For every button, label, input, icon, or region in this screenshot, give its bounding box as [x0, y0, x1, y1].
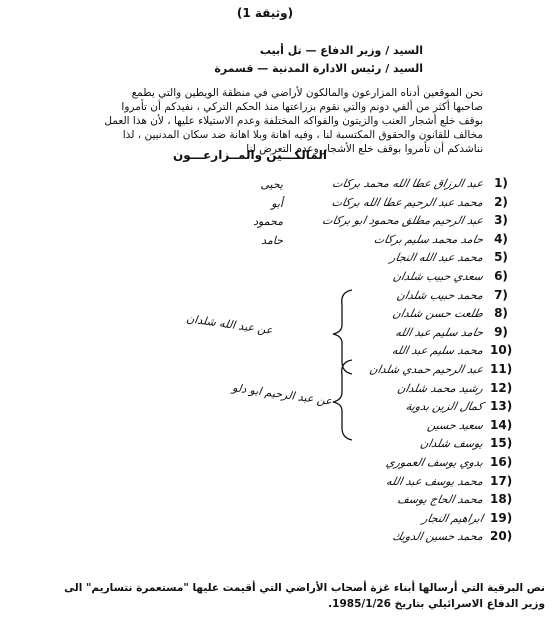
signatory-number: 19): [490, 510, 513, 525]
signatory-number: 10): [490, 343, 513, 358]
document-title: (وثيقة 1): [236, 6, 294, 20]
signatory-name: محمد حبيب شلدان: [395, 288, 485, 302]
signatory-number: 13): [490, 399, 513, 414]
signatory-name: سعدي حبيب شلدان: [391, 270, 485, 283]
body-line: مخالف للقانون والحقوق المكتسبة لنا ، وفيه اهانة وبلا اهانة ضد سكان المدنيين ، لذا: [122, 129, 483, 141]
signatory-name: محمد يوسف عبد الله: [385, 474, 485, 488]
signatory-number: 15): [490, 436, 513, 451]
group-note-2: عن عبد الرحيم ابو دلو: [231, 381, 333, 408]
signatory-name: ابراهيم النجار: [420, 511, 485, 525]
signatory-number: 18): [490, 492, 513, 507]
signatory-number: 3): [494, 213, 508, 228]
signatory-number: 1): [494, 176, 508, 190]
signatories-heading: المالكـــين والمــزارعـــون: [173, 148, 327, 162]
signatory-number: 6): [494, 269, 508, 283]
signatory-name: محمد عبد الرحيم عطا الله بركات: [330, 195, 485, 209]
addressee-line-2: السيد / رئيس الادارة المدنية — قسمرة: [214, 62, 423, 75]
caption-line-2: وزير الدفاع الاسرائيلي بتاريخ 1985/1/26.: [328, 598, 545, 610]
signatory-name: حامد محمد سليم بركات: [372, 232, 485, 246]
signatory-number: 16): [490, 455, 513, 469]
signatory-name: بدوي يوسف العموري: [384, 456, 485, 469]
signatory-name: رشيد محمد شلدان: [396, 381, 485, 395]
signature-mark: أبو: [271, 196, 283, 210]
signatory-name: يوسف شلدان: [418, 437, 485, 451]
signatory-number: 7): [494, 287, 508, 302]
signatory-name: عبد الرحيم مطلق محمود ابو بركات: [321, 214, 485, 228]
signatory-number: 5): [494, 250, 508, 265]
signature-mark: حامد: [261, 233, 283, 247]
signatory-name: محمد حسين الدويك: [391, 530, 485, 544]
signatory-number: 17): [490, 473, 513, 488]
signature-mark: محمود: [253, 215, 283, 229]
signatory-name: محمد عبد الله النجار: [388, 251, 485, 265]
body-line: صاحبها أكثر من ألفي دونم والتي نقوم بزراعتها منذ الحكم التركي ، نفيدكم أن تأمروا: [121, 101, 483, 113]
body-line: بوقف خلع أشجار العنب والزيتون والفواكه المختلفة وعدم الاستيلاء عليها ، لأن هذا العمل: [104, 115, 483, 127]
signatory-number: 2): [494, 194, 508, 209]
caption-line-1: نص البرقية التي أرسالها أبناء غزة أصحاب الأراضي التي أقيمت عليها "مستعمرة نتساريم" الى: [64, 582, 545, 594]
addressee-line-1: السيد / وزير الدفاع — تل أبيب: [259, 44, 423, 57]
signature-mark: يحيى: [260, 178, 283, 191]
signatory-number: 11): [490, 362, 513, 376]
signatory-name: سعيد حسين: [426, 418, 485, 432]
signatory-number: 14): [490, 417, 513, 432]
signatory-name: محمد الحاج يوسف: [396, 493, 485, 507]
body-line: نحن الموقعين أدناه المزارعون والمالكون لأراضي في منطقة الويطين والتي يطمع: [131, 87, 483, 99]
signatory-number: 9): [494, 324, 508, 339]
signatory-number: 8): [494, 306, 508, 321]
signatory-number: 20): [490, 529, 513, 544]
signatory-name: كمال الزين بدوية: [404, 400, 485, 414]
signatory-name: عبد الرحيم حمدي شلدان: [368, 363, 485, 376]
signatory-name: محمد سليم عبد الله: [390, 344, 485, 358]
signatory-name: طلعت حسن شلدان: [391, 307, 485, 321]
signatory-name: عبد الرزاق عطا الله محمد بركات: [331, 177, 485, 190]
signatory-number: 4): [494, 231, 508, 246]
signatory-name: حامد سليم عبد الله: [394, 325, 485, 339]
group-note-1: عن عبد الله شلدان: [185, 312, 274, 337]
signatory-number: 12): [490, 380, 513, 395]
body-line: نناشدكم أن تأمروا بوقف خلع الأشجار وعدم التعرض لنا: [246, 143, 483, 155]
